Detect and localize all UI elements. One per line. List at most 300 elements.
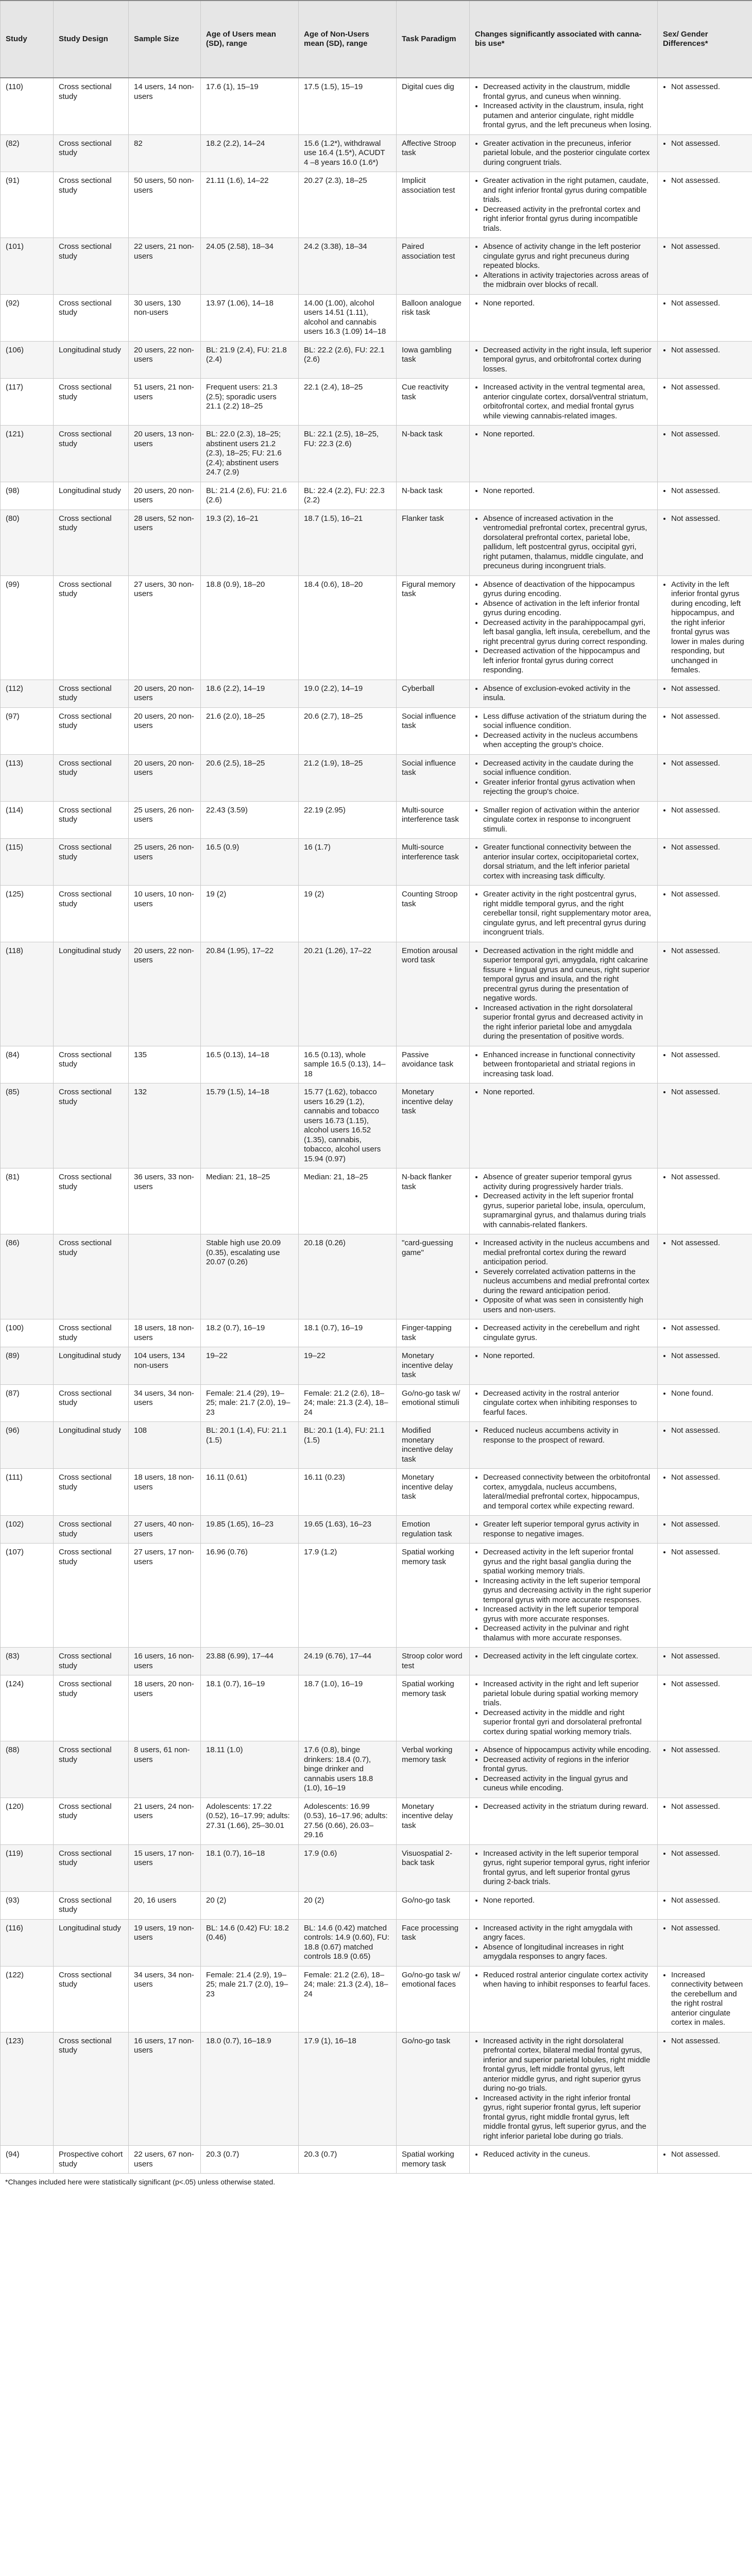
cell-sex-gender — [658, 238, 752, 295]
cell-study: (86) — [1, 1234, 54, 1319]
change-item: • Reduced rostral anterior cingulate cortex activity when having to inhibit responses to fearful faces. — [483, 1971, 652, 1990]
cell-sex-gender — [658, 2032, 752, 2146]
sex-item: • Not assessed. — [671, 1173, 747, 1182]
cell-age-non-users: 16.11 (0.23) — [299, 1469, 397, 1516]
sex-item: • Not assessed. — [671, 1849, 747, 1859]
cell-age-users: 16.96 (0.76) — [201, 1544, 299, 1648]
cell-study: (87) — [1, 1384, 54, 1422]
cell-sex-gender — [658, 801, 752, 839]
table-row — [1, 707, 752, 754]
cell-sex-gender — [658, 341, 752, 379]
sex-list — [663, 1849, 747, 1859]
cell-sample-size: 27 users, 17 non-users — [129, 1544, 201, 1648]
change-item: • None reported. — [483, 299, 652, 309]
cell-sample-size: 21 users, 24 non-users — [129, 1798, 201, 1844]
change-item: • Enhanced increase in functional connectivity between frontoparietal and striatal regions in increasing task load. — [483, 1050, 652, 1079]
change-item: • Reduced activity in the cuneus. — [483, 2150, 652, 2160]
cell-task-paradigm: Social influence task — [397, 707, 470, 754]
sex-item: • Not assessed. — [671, 1473, 747, 1483]
cell-changes — [470, 426, 658, 482]
sex-list — [663, 1351, 747, 1361]
cell-sample-size: 51 users, 21 non-users — [129, 379, 201, 426]
sex-item: • Not assessed. — [671, 1548, 747, 1557]
cell-age-non-users: 20.21 (1.26), 17–22 — [299, 942, 397, 1046]
change-item: • Greater inferior frontal gyrus activation when rejecting the group's choice. — [483, 778, 652, 797]
cell-age-non-users: 16 (1.7) — [299, 839, 397, 886]
table-row — [1, 426, 752, 482]
cell-study: (111) — [1, 1469, 54, 1516]
cell-task-paradigm: Monetary incentive delay task — [397, 1798, 470, 1844]
changes-list — [475, 684, 652, 703]
changes-list — [475, 430, 652, 439]
cell-changes — [470, 379, 658, 426]
cell-age-users: Stable high use 20.09 (0.35), escalating use 20.07 (0.26) — [201, 1234, 299, 1319]
cell-age-users: 19 (2) — [201, 886, 299, 942]
cell-study: (88) — [1, 1741, 54, 1798]
sex-list — [663, 139, 747, 149]
cell-sample-size: 15 users, 17 non-users — [129, 1844, 201, 1891]
sex-item: • Not assessed. — [671, 1745, 747, 1755]
cell-age-users: 18.1 (0.7), 16–18 — [201, 1844, 299, 1891]
cell-task-paradigm: Monetary incentive delay task — [397, 1083, 470, 1168]
cell-sample-size: 18 users, 18 non-users — [129, 1319, 201, 1347]
cell-task-paradigm: Spatial working memory task — [397, 1544, 470, 1648]
cell-sex-gender — [658, 707, 752, 754]
cell-changes — [470, 1516, 658, 1544]
cell-changes — [470, 575, 658, 680]
cell-study-design: Cross sectional study — [54, 1544, 129, 1648]
cell-sample-size: 25 users, 26 non-users — [129, 801, 201, 839]
cell-age-users: 20.6 (2.5), 18–25 — [201, 754, 299, 801]
sex-item: • Increased connectivity between the cerebellum and the right rostral anterior cingulate cortex in males. — [671, 1971, 747, 2028]
sex-item: • Not assessed. — [671, 514, 747, 524]
changes-list — [475, 1520, 652, 1539]
changes-list — [475, 383, 652, 421]
cell-study: (124) — [1, 1675, 54, 1741]
cell-changes — [470, 942, 658, 1046]
table-row — [1, 78, 752, 134]
cell-age-non-users: BL: 22.2 (2.6), FU: 22.1 (2.6) — [299, 341, 397, 379]
table-row — [1, 1966, 752, 2032]
cell-sample-size — [129, 1234, 201, 1319]
sex-list — [663, 430, 747, 439]
cell-sample-size: 27 users, 30 non-users — [129, 575, 201, 680]
cell-study: (121) — [1, 426, 54, 482]
change-item: • Decreased activity in the nucleus accumbens when accepting the group's choice. — [483, 731, 652, 750]
change-item: • Decreased activity in the lingual gyrus and cuneus while encoding. — [483, 1774, 652, 1793]
cell-age-non-users: BL: 20.1 (1.4), FU: 21.1 (1.5) — [299, 1422, 397, 1469]
change-item: • Less diffuse activation of the striatum during the social influence condition. — [483, 712, 652, 731]
cell-study: (107) — [1, 1544, 54, 1648]
cell-study-design: Cross sectional study — [54, 1844, 129, 1891]
sex-list — [663, 1680, 747, 1689]
cell-sample-size: 20 users, 20 non-users — [129, 707, 201, 754]
sex-list — [663, 843, 747, 853]
header-sample-size: Sample Size — [129, 1, 201, 78]
change-item: • Smaller region of activation within the anterior cingulate cortex in response to incongruent stimuli. — [483, 806, 652, 835]
cell-changes — [470, 482, 658, 510]
sex-item: • Not assessed. — [671, 486, 747, 496]
sex-item: • Not assessed. — [671, 1239, 747, 1248]
sex-list — [663, 1652, 747, 1662]
cell-study-design: Cross sectional study — [54, 1168, 129, 1234]
change-item: • Increased activity in the right amygdala with angry faces. — [483, 1924, 652, 1943]
cell-study-design: Cross sectional study — [54, 575, 129, 680]
sex-item: • Not assessed. — [671, 430, 747, 439]
cell-study-design: Longitudinal study — [54, 942, 129, 1046]
cell-task-paradigm: Flanker task — [397, 510, 470, 575]
sex-list — [663, 1239, 747, 1248]
changes-list — [475, 1351, 652, 1361]
cell-study: (117) — [1, 379, 54, 426]
cell-age-users: 23.88 (6.99), 17–44 — [201, 1648, 299, 1675]
cell-sex-gender — [658, 379, 752, 426]
cell-age-users: Adolescents: 17.22 (0.52), 16–17.99; adults: 27.31 (1.66), 25–30.01 — [201, 1798, 299, 1844]
cell-changes — [470, 2032, 658, 2146]
table-row — [1, 1469, 752, 1516]
cell-sample-size: 28 users, 52 non-users — [129, 510, 201, 575]
sex-item: • Not assessed. — [671, 1520, 747, 1530]
cell-age-users: 16.11 (0.61) — [201, 1469, 299, 1516]
header-age-users: Age of Users mean (SD), range — [201, 1, 299, 78]
table-row — [1, 510, 752, 575]
cell-task-paradigm: Implicit association test — [397, 172, 470, 238]
table-row — [1, 1234, 752, 1319]
header-changes: Changes significantly associated with canna-bis use* — [470, 1, 658, 78]
cell-sample-size: 22 users, 21 non-users — [129, 238, 201, 295]
cell-task-paradigm: Spatial working memory task — [397, 1675, 470, 1741]
change-item: • Decreased activity in the left cingulate cortex. — [483, 1652, 652, 1662]
cell-study-design: Cross sectional study — [54, 1046, 129, 1083]
table-row — [1, 1168, 752, 1234]
cell-study-design: Cross sectional study — [54, 238, 129, 295]
cell-study-design: Cross sectional study — [54, 1384, 129, 1422]
cell-age-users: 15.79 (1.5), 14–18 — [201, 1083, 299, 1168]
change-item: • Absence of exclusion-evoked activity in the insula. — [483, 684, 652, 703]
cell-changes — [470, 754, 658, 801]
sex-item: • Not assessed. — [671, 139, 747, 149]
cell-changes — [470, 134, 658, 172]
cell-task-paradigm: Go/no-go task w/ emotional faces — [397, 1966, 470, 2032]
cell-study: (85) — [1, 1083, 54, 1168]
cell-changes — [470, 886, 658, 942]
cell-age-users: 20.3 (0.7) — [201, 2146, 299, 2174]
table-row — [1, 1844, 752, 1891]
changes-list — [475, 1426, 652, 1445]
cell-age-users: 21.6 (2.0), 18–25 — [201, 707, 299, 754]
cell-changes — [470, 1469, 658, 1516]
cell-study-design: Cross sectional study — [54, 839, 129, 886]
cell-age-users: 22.43 (3.59) — [201, 801, 299, 839]
cell-sex-gender — [658, 575, 752, 680]
changes-list — [475, 1680, 652, 1737]
change-item: • Greater activity in the right postcentral gyrus, right middle temporal gyrus, and the right cerebellar tonsil, right supplementary motor area, cingulate gyrus, and left precentral gyrus during incongruent trials. — [483, 890, 652, 938]
changes-list — [475, 1745, 652, 1793]
sex-item: • None found. — [671, 1389, 747, 1399]
cell-age-non-users: 17.6 (0.8), binge drinkers: 18.4 (0.7), binge drinker and cannabis users 18.8 (1.0), 16–19 — [299, 1741, 397, 1798]
cell-age-users: BL: 21.4 (2.6), FU: 21.6 (2.6) — [201, 482, 299, 510]
cell-age-non-users: 18.4 (0.6), 18–20 — [299, 575, 397, 680]
changes-list — [475, 1389, 652, 1418]
cell-task-paradigm: Balloon analogue risk task — [397, 294, 470, 341]
cell-study-design: Cross sectional study — [54, 426, 129, 482]
cell-study: (94) — [1, 2146, 54, 2174]
cell-age-non-users: BL: 22.4 (2.2), FU: 22.3 (2.2) — [299, 482, 397, 510]
cell-sample-size: 16 users, 17 non-users — [129, 2032, 201, 2146]
change-item: • Increased activity in the claustrum, insula, right putamen and anterior cingulate, right middle frontal gyrus, and the left precuneus when losing. — [483, 101, 652, 130]
cell-sample-size: 20 users, 20 non-users — [129, 754, 201, 801]
cell-age-non-users: 20.27 (2.3), 18–25 — [299, 172, 397, 238]
sex-list — [663, 712, 747, 722]
change-item: • Decreased activity of regions in the inferior frontal gyrus. — [483, 1755, 652, 1774]
cell-task-paradigm: Social influence task — [397, 754, 470, 801]
cell-age-non-users: 20 (2) — [299, 1891, 397, 1919]
cell-sample-size: 18 users, 20 non-users — [129, 1675, 201, 1741]
cell-sample-size: 132 — [129, 1083, 201, 1168]
sex-list — [663, 82, 747, 92]
table-row — [1, 575, 752, 680]
cell-task-paradigm: Digital cues dig — [397, 78, 470, 134]
cell-study: (100) — [1, 1319, 54, 1347]
sex-list — [663, 299, 747, 309]
cell-changes — [470, 341, 658, 379]
change-item: • Decreased activity in the parahippocampal gyri, left basal ganglia, left insula, cerebellum, and the right precentral gyrus during correct responding. — [483, 618, 652, 647]
cell-sample-size: 108 — [129, 1422, 201, 1469]
change-item: • Increased activity in the right and left superior parietal lobule during spatial working memory trials. — [483, 1680, 652, 1708]
cell-study-design: Cross sectional study — [54, 1675, 129, 1741]
cell-study-design: Cross sectional study — [54, 886, 129, 942]
table-row — [1, 134, 752, 172]
cell-age-non-users: 18.7 (1.5), 16–21 — [299, 510, 397, 575]
table-row — [1, 1648, 752, 1675]
cell-task-paradigm: Verbal working memory task — [397, 1741, 470, 1798]
cell-task-paradigm: Go/no-go task — [397, 1891, 470, 1919]
cell-sex-gender — [658, 886, 752, 942]
changes-list — [475, 580, 652, 675]
change-item: • None reported. — [483, 486, 652, 496]
cell-age-non-users: 22.1 (2.4), 18–25 — [299, 379, 397, 426]
change-item: • Decreased activity in the prefrontal cortex and right inferior frontal gyrus during incompatible trials. — [483, 205, 652, 234]
cell-age-users: BL: 21.9 (2.4), FU: 21.8 (2.4) — [201, 341, 299, 379]
table-row — [1, 839, 752, 886]
header-task-paradigm: Task Paradigm — [397, 1, 470, 78]
change-item: • Absence of longitudinal increases in right amygdala responses to angry faces. — [483, 1943, 652, 1962]
cell-study: (102) — [1, 1516, 54, 1544]
table-row — [1, 1319, 752, 1347]
cell-changes — [470, 1919, 658, 1966]
cell-sex-gender — [658, 1544, 752, 1648]
cell-task-paradigm: Visuospatial 2-back task — [397, 1844, 470, 1891]
cell-sex-gender — [658, 1046, 752, 1083]
change-item: • Decreased activation in the right middle and superior temporal gyri, amygdala, right calcarine fissure + lingual gyrus and cuneus, right superior temporal gyrus and insula, and the right precentral gyrus during the presentation of negative words. — [483, 946, 652, 1004]
cell-changes — [470, 1422, 658, 1469]
cell-study-design: Cross sectional study — [54, 1319, 129, 1347]
sex-list — [663, 1971, 747, 2028]
cell-study: (118) — [1, 942, 54, 1046]
cell-age-users: 18.2 (2.2), 14–24 — [201, 134, 299, 172]
sex-list — [663, 946, 747, 956]
cell-sex-gender — [658, 1891, 752, 1919]
sex-item: • Not assessed. — [671, 684, 747, 694]
cell-age-non-users: 15.77 (1.62), tobacco users 16.29 (1.2), cannabis and tobacco users 16.73 (1.15), alcohol users 16.52 (1.35), cannabis, tobacco, alcohol users 15.94 (0.97) — [299, 1083, 397, 1168]
cell-age-users: Female: 21.4 (2.9), 19–25; male 21.7 (2.0), 19–23 — [201, 1966, 299, 2032]
cell-changes — [470, 1544, 658, 1648]
cell-changes — [470, 680, 658, 707]
cell-sex-gender — [658, 78, 752, 134]
cell-study: (125) — [1, 886, 54, 942]
sex-list — [663, 383, 747, 393]
change-item: • Absence of activation in the left inferior frontal gyrus during encoding. — [483, 599, 652, 618]
changes-list — [475, 1324, 652, 1343]
cell-task-paradigm: Emotion arousal word task — [397, 942, 470, 1046]
table-row — [1, 1083, 752, 1168]
cell-sex-gender — [658, 294, 752, 341]
sex-list — [663, 1324, 747, 1333]
cell-sex-gender — [658, 510, 752, 575]
cell-study-design: Cross sectional study — [54, 1648, 129, 1675]
cell-study-design: Cross sectional study — [54, 680, 129, 707]
cell-age-users: 19–22 — [201, 1347, 299, 1385]
sex-list — [663, 486, 747, 496]
cell-sex-gender — [658, 942, 752, 1046]
sex-item: • Not assessed. — [671, 383, 747, 393]
change-item: • Increased activity in the right inferior frontal gyrus, right superior frontal gyrus, left superior frontal gyrus, right middle frontal gyrus, left middle frontal gyrus, left superior gyrus, and the right inferior parietal lobe during go trials. — [483, 2094, 652, 2142]
cell-age-non-users: Median: 21, 18–25 — [299, 1168, 397, 1234]
change-item: • None reported. — [483, 1896, 652, 1906]
sex-item: • Not assessed. — [671, 946, 747, 956]
cell-study: (122) — [1, 1966, 54, 2032]
cell-age-non-users: 17.9 (0.6) — [299, 1844, 397, 1891]
cell-sample-size: 82 — [129, 134, 201, 172]
sex-list — [663, 1088, 747, 1097]
change-item: • Greater functional connectivity between the anterior insular cortex, occipitoparietal cortex, dorsal striatum, and the left inferior parietal cortex with increasing task difficulty. — [483, 843, 652, 881]
cell-age-non-users: Female: 21.2 (2.6), 18–24; male: 21.3 (2.4), 18–24 — [299, 1384, 397, 1422]
sex-item: • Not assessed. — [671, 1680, 747, 1689]
sex-list — [663, 514, 747, 524]
change-item: • None reported. — [483, 1351, 652, 1361]
cell-task-paradigm: Affective Stroop task — [397, 134, 470, 172]
table-row — [1, 1544, 752, 1648]
sex-item: • Not assessed. — [671, 1896, 747, 1906]
table-row — [1, 1675, 752, 1741]
sex-item: • Not assessed. — [671, 712, 747, 722]
changes-list — [475, 946, 652, 1042]
changes-list — [475, 2037, 652, 2142]
cell-task-paradigm: Stroop color word test — [397, 1648, 470, 1675]
cell-changes — [470, 801, 658, 839]
changes-list — [475, 1088, 652, 1097]
cell-age-users: 20.84 (1.95), 17–22 — [201, 942, 299, 1046]
cell-age-non-users: 15.6 (1.2*), withdrawal use 16.4 (1.5*), ACUDT 4 –8 years 16.0 (1.6*) — [299, 134, 397, 172]
cell-study: (113) — [1, 754, 54, 801]
sex-list — [663, 806, 747, 816]
cell-age-non-users: 17.9 (1), 16–18 — [299, 2032, 397, 2146]
sex-item: • Not assessed. — [671, 806, 747, 816]
cell-age-non-users: 18.7 (1.0), 16–19 — [299, 1675, 397, 1741]
change-item: • Decreased activity in the left superior frontal gyrus and the right basal ganglia during the spatial working memory trials. — [483, 1548, 652, 1577]
table-row — [1, 482, 752, 510]
cell-changes — [470, 839, 658, 886]
cell-changes — [470, 294, 658, 341]
sex-item: • Not assessed. — [671, 1426, 747, 1436]
cell-age-non-users: 24.19 (6.76), 17–44 — [299, 1648, 397, 1675]
changes-list — [475, 712, 652, 750]
sex-item: • Not assessed. — [671, 82, 747, 92]
cell-changes — [470, 172, 658, 238]
table-row — [1, 1046, 752, 1083]
cell-study: (106) — [1, 341, 54, 379]
cell-sex-gender — [658, 482, 752, 510]
changes-list — [475, 759, 652, 797]
change-item: • Decreased activity in the caudate during the social influence condition. — [483, 759, 652, 778]
cell-sex-gender — [658, 1384, 752, 1422]
sex-item: • Not assessed. — [671, 299, 747, 309]
cell-sample-size: 30 users, 130 non-users — [129, 294, 201, 341]
table-row — [1, 2032, 752, 2146]
table-row — [1, 1422, 752, 1469]
cell-age-non-users: 19.65 (1.63), 16–23 — [299, 1516, 397, 1544]
change-item: • Greater activation in the precuneus, inferior parietal lobule, and the posterior cingulate cortex during congruent trials. — [483, 139, 652, 168]
sex-list — [663, 346, 747, 355]
cell-age-non-users: Adolescents: 16.99 (0.53), 16–17.96; adults: 27.56 (0.66), 26.03–29.16 — [299, 1798, 397, 1844]
cell-task-paradigm: Spatial working memory task — [397, 2146, 470, 2174]
cell-age-users: 18.6 (2.2), 14–19 — [201, 680, 299, 707]
sex-list — [663, 580, 747, 675]
cell-sample-size: 34 users, 34 non-users — [129, 1966, 201, 2032]
change-item: • Increasing activity in the left superior temporal gyrus and decreasing activity in the right superior temporal gyrus with more accurate responses. — [483, 1577, 652, 1605]
sex-list — [663, 1924, 747, 1934]
cell-study-design: Cross sectional study — [54, 2032, 129, 2146]
cell-study: (112) — [1, 680, 54, 707]
table-row — [1, 1798, 752, 1844]
cell-study-design: Longitudinal study — [54, 1347, 129, 1385]
cell-sex-gender — [658, 172, 752, 238]
sex-list — [663, 890, 747, 900]
change-item: • Absence of increased activation in the ventromedial prefrontal cortex, precentral gyrus, dorsolateral prefrontal cortex, parietal lobe, pallidum, left postcentral gyrus, occipital gyri, right putamen, thalamus, middle cingulate, and precuneus during incongruent trials. — [483, 514, 652, 571]
cell-age-non-users: 17.5 (1.5), 15–19 — [299, 78, 397, 134]
cell-changes — [470, 1319, 658, 1347]
sex-list — [663, 2150, 747, 2160]
cell-changes — [470, 78, 658, 134]
cell-sex-gender — [658, 754, 752, 801]
cell-sample-size: 8 users, 61 non-users — [129, 1741, 201, 1798]
cell-age-users: 19.3 (2), 16–21 — [201, 510, 299, 575]
cell-age-users: Female: 21.4 (29), 19–25; male: 21.7 (2.0), 19–23 — [201, 1384, 299, 1422]
cell-task-paradigm: "card-guessing game" — [397, 1234, 470, 1319]
cell-study: (98) — [1, 482, 54, 510]
table-row — [1, 886, 752, 942]
sex-list — [663, 1173, 747, 1182]
change-item: • Decreased activity in the pulvinar and right thalamus with more accurate responses. — [483, 1624, 652, 1643]
cell-age-non-users: Female: 21.2 (2.6), 18–24; male: 21.3 (2.4), 18–24 — [299, 1966, 397, 2032]
changes-list — [475, 242, 652, 290]
cell-sex-gender — [658, 839, 752, 886]
table-row — [1, 1384, 752, 1422]
sex-list — [663, 684, 747, 694]
cell-study-design: Cross sectional study — [54, 1798, 129, 1844]
cell-age-users: 18.8 (0.9), 18–20 — [201, 575, 299, 680]
cell-study-design: Cross sectional study — [54, 78, 129, 134]
sex-item: • Not assessed. — [671, 1050, 747, 1060]
change-item: • Increased activity in the nucleus accumbens and medial prefrontal cortex during the reward anticipation period. — [483, 1239, 652, 1267]
cell-age-users: 16.5 (0.13), 14–18 — [201, 1046, 299, 1083]
cell-age-users: 18.2 (0.7), 16–19 — [201, 1319, 299, 1347]
cell-sex-gender — [658, 1844, 752, 1891]
changes-list — [475, 1473, 652, 1511]
change-item: • Decreased activity in the claustrum, middle frontal gyrus, and cuneus when winning. — [483, 82, 652, 101]
sex-item: • Not assessed. — [671, 2150, 747, 2160]
cell-sample-size: 18 users, 18 non-users — [129, 1469, 201, 1516]
